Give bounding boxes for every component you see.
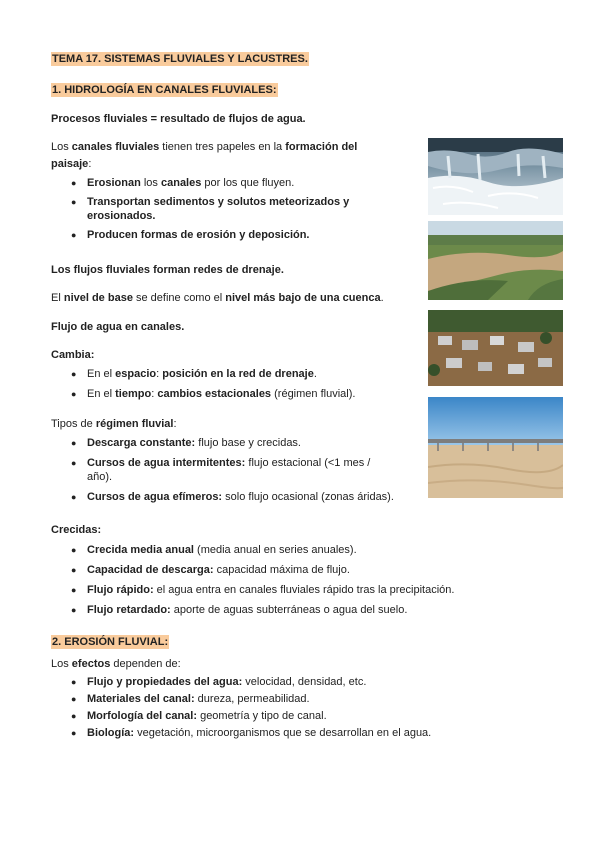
crecidas-label: Crecidas: <box>51 524 102 536</box>
text-run: paisaje <box>51 158 89 170</box>
text-run: espacio <box>115 368 157 380</box>
section-1-heading <box>51 83 278 97</box>
text-run: aporte de aguas subterráneas o agua del suelo. <box>170 604 408 616</box>
list-item <box>51 228 411 242</box>
text-run: solo flujo ocasional (zonas áridas). <box>222 491 394 503</box>
flujo-canales-line: Flujo de agua en canales. <box>51 321 185 333</box>
text-run: Materiales del canal: <box>87 693 195 705</box>
list-item <box>51 726 551 740</box>
list-item <box>51 543 551 557</box>
list-item <box>51 490 421 504</box>
text-run: Morfología del canal: <box>87 710 198 722</box>
text-run: cambios estacionales <box>157 388 272 400</box>
river-image <box>428 221 563 300</box>
text-run: flujo estacional (<1 mes / <box>245 457 371 469</box>
text-run: tienen tres papeles en la <box>159 141 286 153</box>
text-run: vegetación, microorganismos que se desarrollan en el agua. <box>134 727 432 739</box>
list-item <box>51 603 551 617</box>
text-run: Capacidad de descarga: <box>87 564 214 576</box>
text-run: Flujo rápido: <box>87 584 154 596</box>
tipos-regimen-line <box>51 417 177 431</box>
efectos-list <box>51 675 551 740</box>
text-run: Cursos de agua intermitentes: <box>87 457 246 469</box>
text-run: formación del <box>285 141 358 153</box>
intro-line-2 <box>51 157 91 171</box>
list-item <box>51 563 551 577</box>
procesos-fluviales-line: Procesos fluviales = resultado de flujos de agua. <box>51 113 306 125</box>
text-run: tiempo <box>115 388 152 400</box>
text-run: . <box>313 368 317 380</box>
text-run: nivel más bajo de una cuenca <box>225 292 381 304</box>
text-run: efectos <box>71 658 111 670</box>
list-item <box>51 176 411 190</box>
list-item <box>51 675 551 689</box>
text-run: : <box>173 418 177 430</box>
nivel-base-line <box>51 291 384 305</box>
text-run: Cursos de agua efímeros: <box>87 491 223 503</box>
section-2-heading <box>51 635 169 649</box>
text-run: Los <box>51 658 72 670</box>
text-run: dependen de: <box>110 658 181 670</box>
list-item <box>51 436 421 450</box>
text-run: capacidad máxima de flujo. <box>213 564 350 576</box>
cambia-label: Cambia: <box>51 349 95 361</box>
text-run: Erosionan <box>87 177 141 189</box>
list-item <box>51 387 411 401</box>
flood-photo <box>428 310 563 386</box>
list-item <box>51 195 411 223</box>
text-run: En el <box>87 368 116 380</box>
list-item <box>51 456 421 484</box>
text-run: velocidad, densidad, etc. <box>242 676 367 688</box>
text-run: (media anual en series anuales). <box>194 544 357 556</box>
section-2-heading-text: 2. EROSIÓN FLUVIAL: <box>52 636 169 648</box>
text-run: por los que fluyen. <box>201 177 295 189</box>
text-run: Tipos de <box>51 418 96 430</box>
text-run: Transportan sedimentos y solutos meteorizados y <box>87 196 350 208</box>
list-item <box>51 692 551 706</box>
text-run: posición en la red de drenaje <box>162 368 314 380</box>
waterfall-photo <box>428 138 563 215</box>
text-run: se define como el <box>132 292 226 304</box>
dry-riverbed-image <box>428 397 563 498</box>
intro-line-1 <box>51 140 357 154</box>
text-run: erosionados. <box>87 210 156 222</box>
text-run: Los <box>51 141 72 153</box>
text-run: El <box>51 292 64 304</box>
text-run: régimen fluvial <box>95 418 174 430</box>
text-run: Biología: <box>87 727 135 739</box>
text-run: . <box>380 292 384 304</box>
list-item <box>51 709 551 723</box>
text-run: Flujo retardado: <box>87 604 171 616</box>
text-run: : <box>88 158 92 170</box>
text-run: flujo base y crecidas. <box>195 437 301 449</box>
papeles-list <box>51 176 411 242</box>
list-item <box>51 367 411 381</box>
dry-riverbed-photo <box>428 397 563 498</box>
text-run: : <box>156 368 163 380</box>
tipos-list <box>51 436 421 504</box>
text-run: canales <box>160 177 202 189</box>
text-run: Producen formas de erosión y deposición. <box>87 229 310 241</box>
crecidas-list <box>51 543 551 617</box>
text-run: geometría y tipo de canal. <box>197 710 327 722</box>
river-photo <box>428 221 563 300</box>
efectos-line <box>51 657 181 671</box>
waterfall-image <box>428 138 563 215</box>
text-run: (régimen fluvial). <box>271 388 356 400</box>
text-run: el agua entra en canales fluviales rápido tras la precipitación. <box>153 584 455 596</box>
document-title <box>51 52 309 66</box>
text-run: En el <box>87 388 116 400</box>
text-run: nivel de base <box>63 292 133 304</box>
flood-image <box>428 310 563 386</box>
text-run: Descarga constante: <box>87 437 196 449</box>
list-item <box>51 583 551 597</box>
text-run: dureza, permeabilidad. <box>194 693 310 705</box>
text-run: : <box>151 388 158 400</box>
section-1-heading-text: 1. HIDROLOGÍA EN CANALES FLUVIALES: <box>52 84 277 96</box>
text-run: canales fluviales <box>71 141 160 153</box>
cambia-list <box>51 367 411 401</box>
redes-drenaje-line: Los flujos fluviales forman redes de drenaje. <box>51 264 284 276</box>
text-run: los <box>140 177 161 189</box>
title-text: TEMA 17. SISTEMAS FLUVIALES Y LACUSTRES. <box>52 53 308 65</box>
text-run: Crecida media anual <box>87 544 194 556</box>
text-run: Flujo y propiedades del agua: <box>87 676 243 688</box>
text-run: año). <box>87 471 113 483</box>
